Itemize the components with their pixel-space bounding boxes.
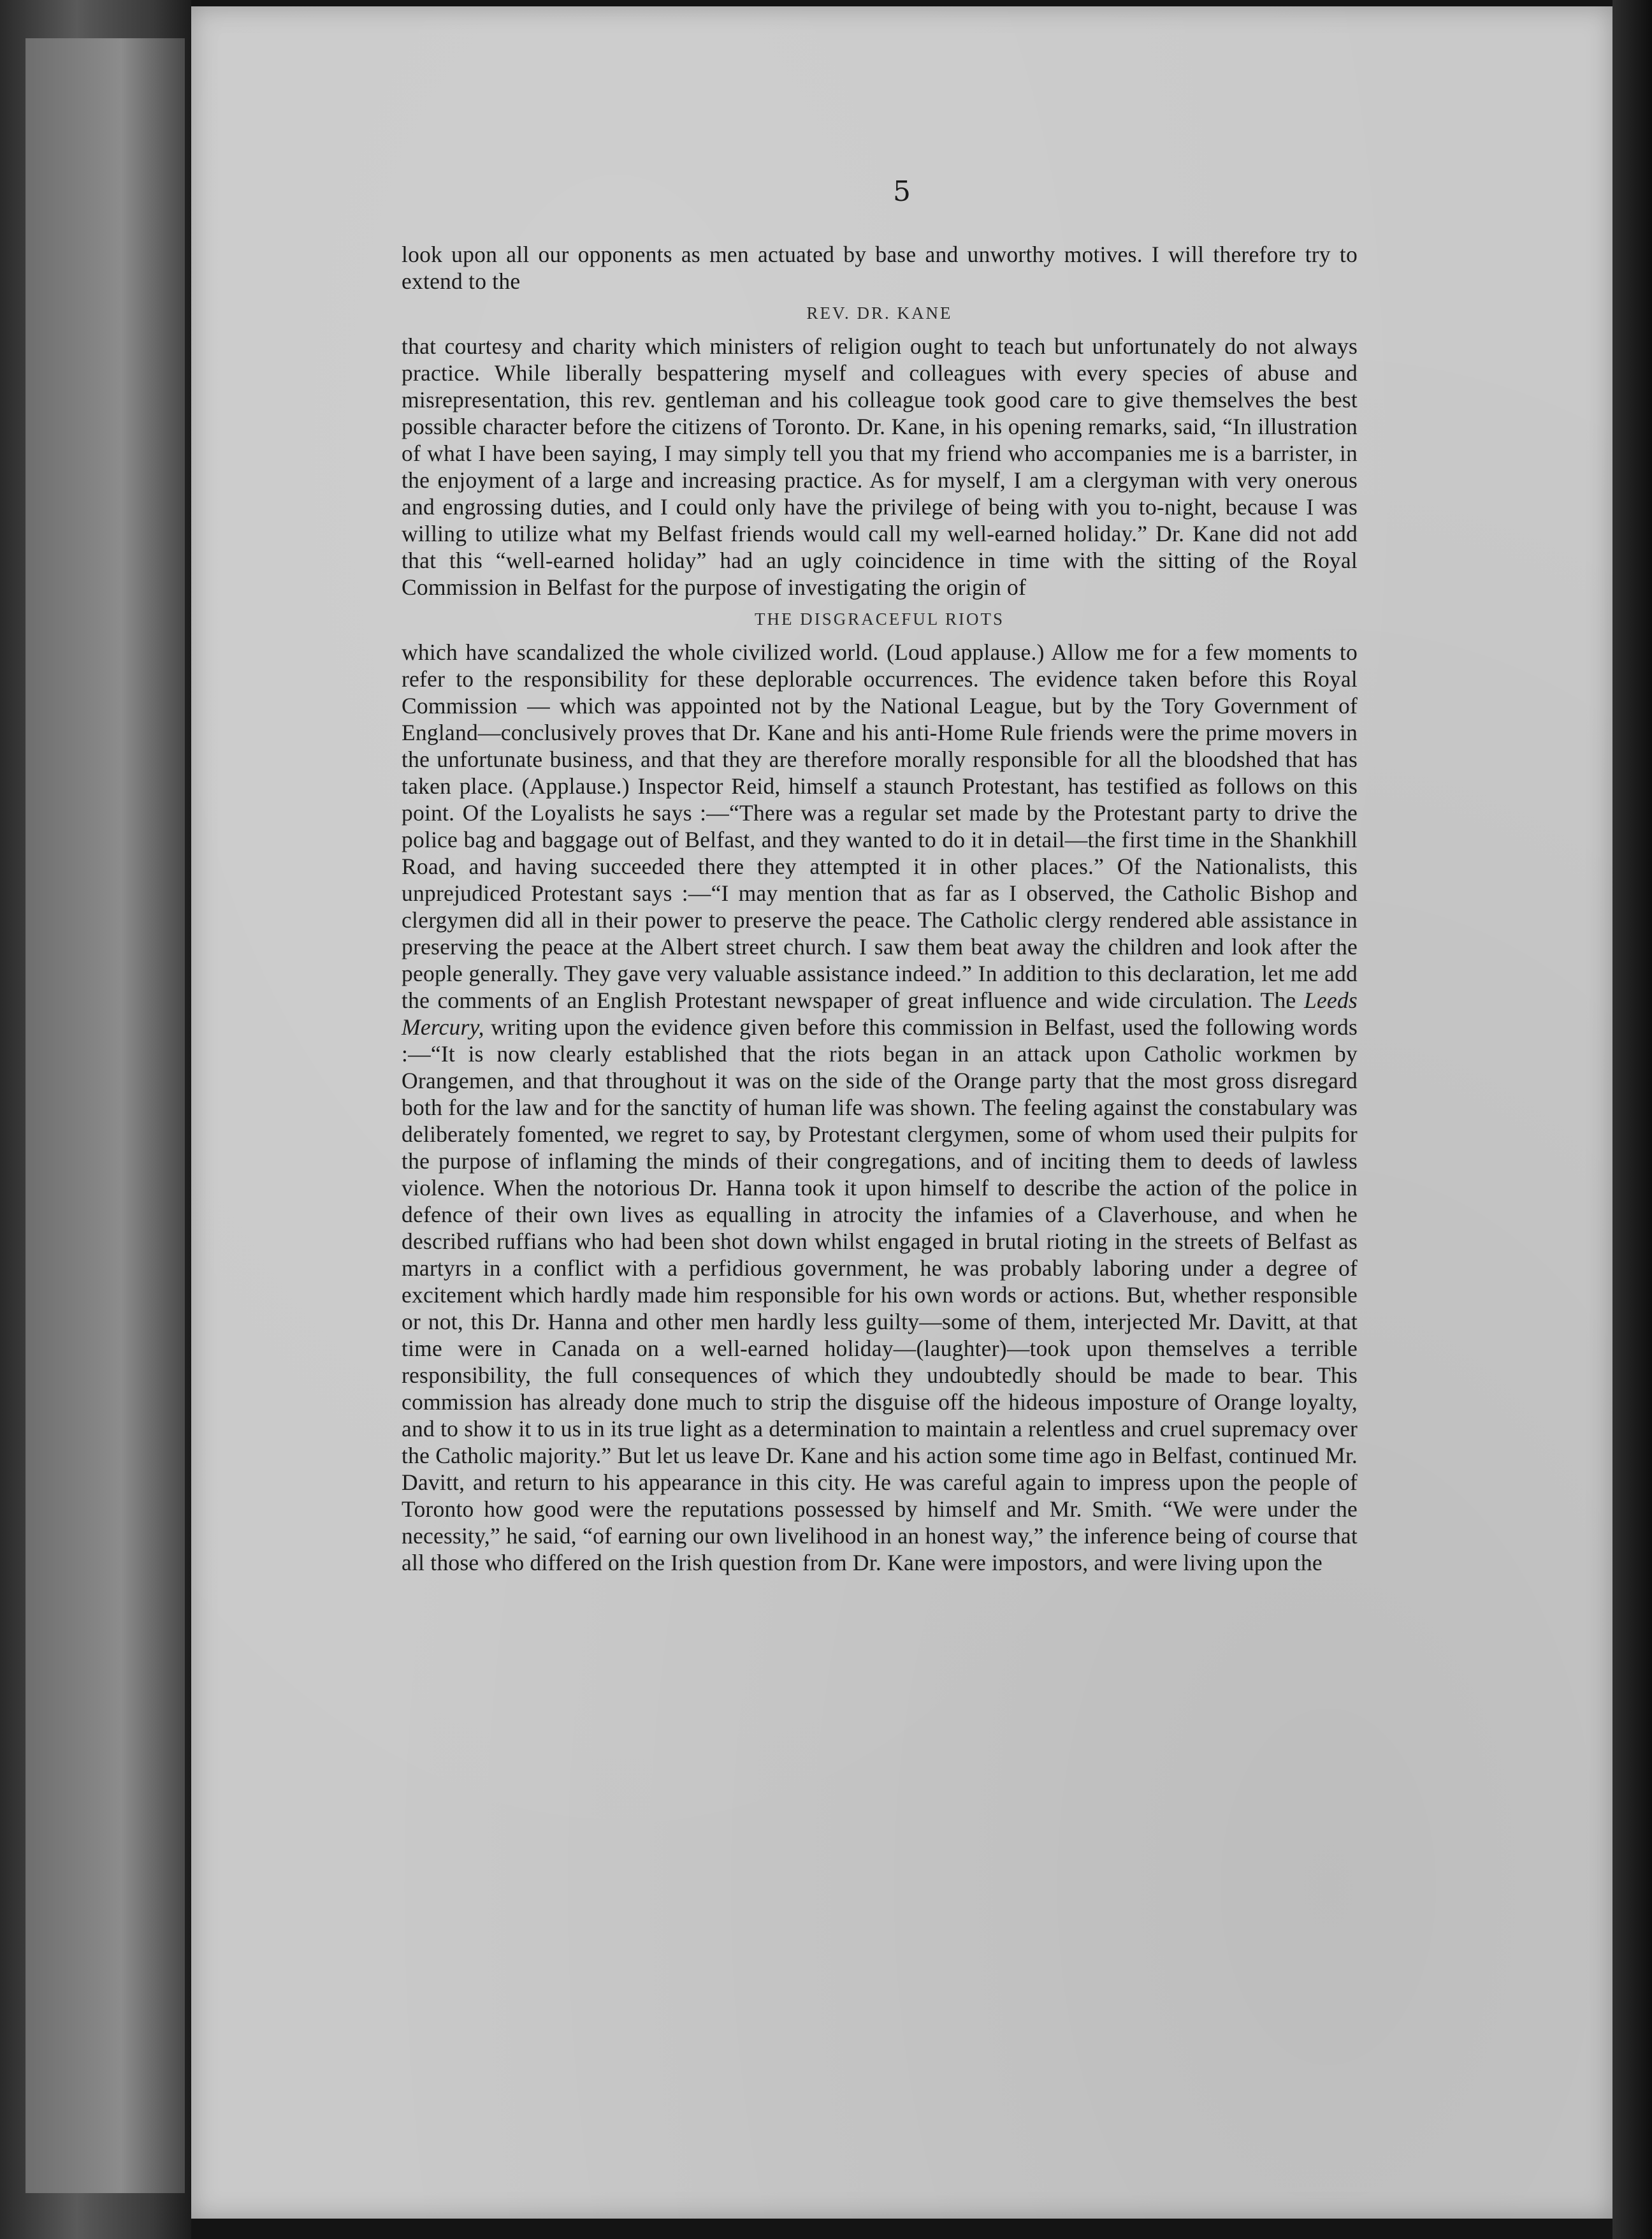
document-page [191,6,1612,2219]
right-border-shadow [1612,0,1652,2239]
page-body [402,241,1358,1576]
section-heading-rev-dr-kane: REV. DR. KANE [806,303,953,323]
paragraph-riots-part-1: which have scandalized the whole civilized world. (Loud applause.) Allow me for a few moments to refer to the responsibility for these deplorable occurrences. The evidence taken before this Royal Commission — which was appointed not by the National League, but by the Tory Government of England—conclusively proves that Dr. Kane and his anti-Home Rule friends were the prime movers in the unfortunate business, and that they are therefore morally responsible for all the bloodshed that has taken place. (Applause.) Inspector Reid, himself a staunch Protestant, has testified as follows on this point. Of the Loyalists he says :—“There was a regular set made by the Protestant party to drive the police bag and baggage out of Belfast, and they wanted to do it in detail—the first time in the Shankhill Road, and having succeeded there they attempted it in other places.” Of the Nationalists, this unprejudiced Protestant says :—“I may mention that as far as I observed, the Catholic Bishop and clergymen did all in their power to preserve the peace. The Catholic clergy rendered able assistance in preserving the peace at the Albert street church. I saw them beat away the children and look after the people generally. They gave very valuable assistance indeed.” In addition to this declaration, let me add the comments of an English Protestant newspaper of great influence and wide circulation. The [402,639,1358,1013]
previous-page-strip [25,38,185,2193]
newspaper-title-leeds-mercury: Leeds Mercury, [402,987,1358,1040]
paragraph-riots [402,639,1358,1576]
paragraph-riots-part-2: writing upon the evidence given before this commission in Belfast, used the following words :—“It is now clearly established that the riots began in an attack upon Catholic workmen by Orangemen, and that throughout it was on the side of the Orange party that the most gross disregard both for the law and for the sanctity of human life was shown. The feeling against the constabulary was deliberately fomented, we regret to say, by Protestant clergymen, some of whom used their pulpits for the purpose of inflaming the minds of their congregations, and of inciting them to deeds of lawless violence. When the notorious Dr. Hanna took it upon himself to describe the action of the police in defence of their own lives as equalling in atrocity the infamies of a Claverhouse, and when he described ruffians who had been shot down whilst engaged in brutal rioting in the streets of Belfast as martyrs in a conflict with a perfidious government, he was probably laboring under a degree of excitement which hardly made him responsible for his own words or actions. But, whether responsible or not, this Dr. Hanna and other men hardly less guilty—some of them, interjected Mr. Davitt, at that time were in Canada on a well-earned holiday—(laughter)—took upon themselves a terrible responsibility, the full consequences of which they undoubtedly should be made to bear. This commission has already done much to strip the disguise off the hideous imposture of Orange loyalty, and to show it to us in its true light as a determination to maintain a relentless and cruel supremacy over the Catholic majority.” But let us leave Dr. Kane and his action some time ago in Belfast, continued Mr. Davitt, and return to his appearance in this city. He was careful again to impress upon the people of Toronto how good were the reputations possessed by himself and Mr. Smith. “We were under the necessity,” he said, “of earning our own livelihood in an honest way,” the inference being of course that all those who differed on the Irish question from Dr. Kane were impostors, and were living upon the [402,1014,1358,1575]
section-heading-disgraceful-riots: THE DISGRACEFUL RIOTS [754,609,1004,629]
paragraph-intro: look upon all our opponents as men actuated by base and unworthy motives. I will therefore try to extend to the [402,242,1358,294]
page-number: 5 [893,175,911,208]
paragraph-kane-courtesy: that courtesy and charity which ministers of religion ought to teach but unfortunately do not always practice. While liberally bespattering myself and colleagues with every species of abuse and misrepresentation, this rev. gentleman and his colleague took good care to give themselves the best possible character before the citizens of Toronto. Dr. Kane, in his opening remarks, said, “In illustration of what I have been saying, I may simply tell you that my friend who accompanies me is a barrister, in the enjoyment of a large and increasing practice. As for myself, I am a clergyman with very onerous and engrossing duties, and I could only have the privilege of being with you to-night, because I was willing to utilize what my Belfast friends would call my well-earned holiday.” Dr. Kane did not add that this “well-earned holiday” had an ugly coincidence in time with the sitting of the Royal Commission in Belfast for the purpose of investigating the origin of [402,333,1358,600]
